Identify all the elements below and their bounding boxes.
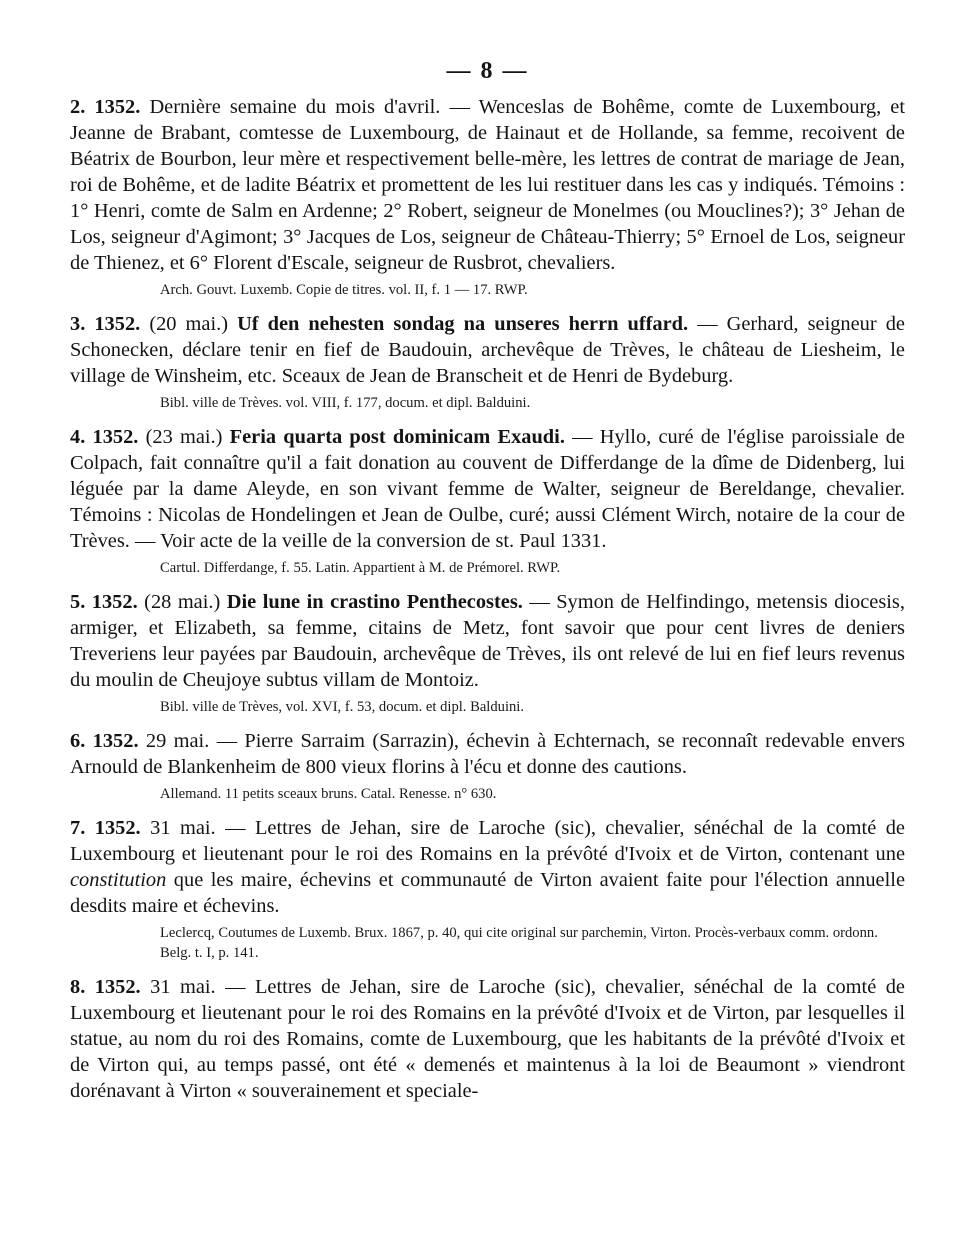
entry-body — [70, 589, 905, 693]
entry-date: (23 mai.) — [145, 426, 223, 448]
entry-text: — Lettres de Jehan, sire de Laroche (sic), chevalier, sénéchal de la comté de Luxembourg et lieutenant pour le roi des Romains en la prévôté d'Ivoix et de Virton, par lesquelles il statue, au nom du roi des Romains, comte de Luxembourg, que les habitants de la prévôté d'Ivoix et de Virton qui, au temps passé, ont été « demenés et maintenus à la loi de Beaumont » viendront dorénavant à Virton « souverainement et speciale- — [70, 976, 905, 1102]
entry-date: 31 mai. — [150, 976, 216, 998]
entry-5 — [70, 589, 905, 717]
entry-text-italic: constitution — [70, 869, 167, 891]
entry-year: 1352. — [91, 591, 138, 613]
entry-date: Dernière semaine du mois d'avril. — [149, 96, 441, 118]
entry-body — [70, 94, 905, 276]
entry-body — [70, 424, 905, 554]
entry-number: 8. — [70, 976, 86, 998]
entry-number: 4. — [70, 426, 86, 448]
entry-date: (20 mai.) — [149, 313, 229, 335]
entry-source: Bibl. ville de Trèves. vol. VIII, f. 177, docum. et dipl. Balduini. — [160, 395, 531, 411]
entry-7 — [70, 815, 905, 963]
document-page — [70, 56, 905, 1115]
entry-4 — [70, 424, 905, 578]
entry-3 — [70, 311, 905, 413]
entry-number: 2. — [70, 96, 86, 118]
entry-text: — Hyllo, curé de l'église paroissiale de Colpach, fait connaître qu'il a fait donation au couvent de Differdange de la dîme de Didenberg, lui léguée par la dame Aleyde, en son vivant femme de Walter, seigneur de Bereldange, chevalier. Témoins : Nicolas de Hondelingen et Jean de Oulbe, curé; aussi Clément Wirch, notaire de la cour de Trèves. — Voir acte de la veille de la conversion de st. Paul 1331. — [70, 426, 905, 552]
entry-heading: Feria quarta post dominicam Exaudi. — [229, 426, 565, 448]
entry-year: 1352. — [94, 313, 141, 335]
entry-year: 1352. — [94, 817, 141, 839]
entry-source: Allemand. 11 petits sceaux bruns. Catal. Renesse. n° 630. — [160, 786, 497, 802]
entry-text: — Pierre Sarraim (Sarrazin), échevin à Echternach, se reconnaît redevable envers Arnould de Blankenheim de 800 vieux florins à l'écu et donne des cautions. — [70, 730, 905, 778]
entry-source: Cartul. Differdange, f. 55. Latin. Appartient à M. de Prémorel. RWP. — [160, 560, 561, 576]
entry-number: 3. — [70, 313, 86, 335]
entry-number: 6. — [70, 730, 86, 752]
entry-text: — Gerhard, seigneur de Schonecken, déclare tenir en fief de Baudouin, archevêque de Trèves, le château de Liesheim, le village de Winsheim, etc. Sceaux de Jean de Branscheit et de Henri de Bydeburg. — [70, 313, 905, 387]
entry-year: 1352. — [92, 426, 139, 448]
entry-year: 1352. — [94, 96, 141, 118]
entry-heading: Uf den nehesten sondag na unseres herrn uffard. — [237, 313, 689, 335]
entry-date: (28 mai.) — [144, 591, 221, 613]
entry-source: Bibl. ville de Trèves, vol. XVI, f. 53, docum. et dipl. Balduini. — [160, 699, 525, 715]
entry-body — [70, 728, 905, 780]
entry-6 — [70, 728, 905, 804]
entry-2 — [70, 94, 905, 300]
entry-body — [70, 311, 905, 389]
entry-year: 1352. — [94, 976, 141, 998]
entry-text-before: — Lettres de Jehan, sire de Laroche (sic), chevalier, sénéchal de la comté de Luxembourg et lieutenant pour le roi des Romains en la prévôté d'Ivoix et de Virton, contenant une — [70, 817, 905, 865]
entry-source: Leclercq, Coutumes de Luxemb. Brux. 1867, p. 40, qui cite original sur parchemin, Virton. Procès-verbaux comm. ordonn. Belg. t. I, p. 141. — [160, 925, 878, 961]
entry-number: 7. — [70, 817, 86, 839]
entry-text-after: que les maire, échevins et communauté de Virton avaient faite pour l'élection annuelle desdits maire et échevins. — [70, 869, 905, 917]
entry-heading: Die lune in crastino Penthecostes. — [226, 591, 523, 613]
entry-date: 31 mai. — [150, 817, 216, 839]
entry-text: — Wenceslas de Bohême, comte de Luxembourg, et Jeanne de Brabant, comtesse de Luxembourg, de Hainaut et de Hollande, sa femme, recoivent de Béatrix de Bourbon, leur mère et respectivement belle-mère, les lettres de contrat de mariage de Jean, roi de Bohême, et de ladite Béatrix et promettent de les lui restituer dans les cas y indiqués. Témoins : 1° Henri, comte de Salm en Ardenne; 2° Robert, seigneur de Monelmes (ou Mouclines?); 3° Jehan de Los, seigneur d'Agimont; 3° Jacques de Los, seigneur de Château-Thierry; 5° Ernoel de Los, seigneur de Thienez, et 6° Florent d'Escale, seigneur de Rusbrot, chevaliers. — [70, 96, 905, 274]
entry-body — [70, 815, 905, 919]
entry-body — [70, 974, 905, 1104]
entry-text: — Symon de Helfindingo, metensis diocesis, armiger, et Elizabeth, sa femme, citains de Metz, font savoir que pour cent livres de deniers Treveriens leur payées par Baudouin, archevêque de Trèves, ils ont relevé de lui en fief leurs revenus du moulin de Cheujoye subtus villam de Montoiz. — [70, 591, 905, 691]
entry-date: 29 mai. — [145, 730, 210, 752]
entry-8 — [70, 974, 905, 1104]
entry-source: Arch. Gouvt. Luxemb. Copie de titres. vol. II, f. 1 — 17. RWP. — [160, 282, 528, 298]
page-number: — 8 — — [446, 58, 529, 84]
entry-year: 1352. — [92, 730, 139, 752]
entry-number: 5. — [70, 591, 86, 613]
